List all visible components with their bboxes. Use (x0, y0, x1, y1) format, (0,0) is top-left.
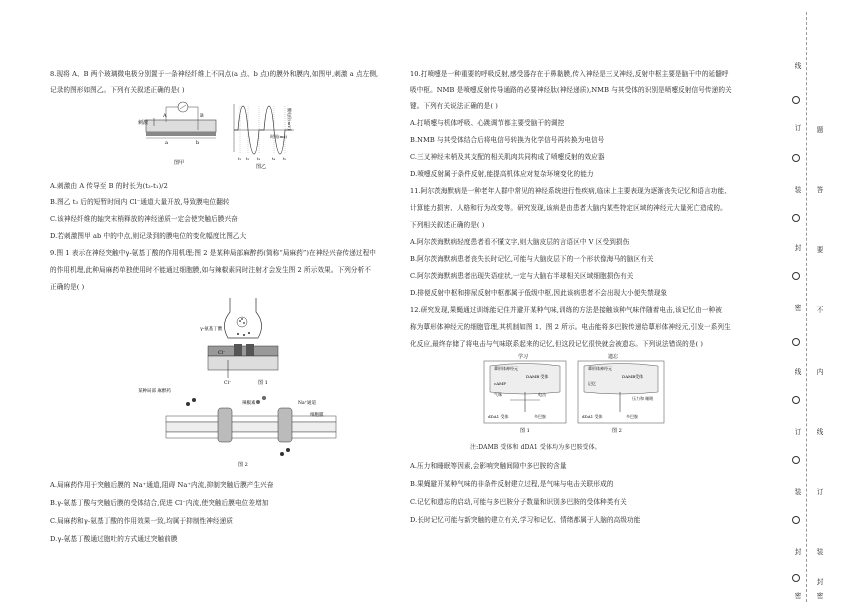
neuron1-label: 蕈形体神经元 (494, 366, 518, 371)
margin-char: 线 (815, 428, 823, 435)
cl-out-label: Cl⁻ (224, 381, 232, 386)
margin-char: 装 (793, 488, 801, 495)
q8-stem-line2: 记录的图形如图乙。下列有关叙述正确的是( ) (50, 86, 185, 94)
t5-label: t₅ (283, 156, 287, 161)
margin-char: 密 (815, 592, 823, 599)
binding-circle (792, 396, 800, 404)
stress-label: 压力和 睡眠 (632, 396, 654, 401)
q8-figure-svg (138, 100, 298, 170)
capsaicin-label: 辣椒素 (242, 401, 256, 406)
q9-figure-1-svg (198, 298, 288, 388)
caption-yi: 图乙 (256, 164, 267, 170)
dopamine-label: 多巴胺 (534, 414, 546, 419)
drug-label: 某种局部 麻醉药 (138, 389, 171, 394)
binding-margin (778, 0, 860, 608)
neuron2-label: 蕈形体神经元 (588, 366, 612, 371)
odor-label: 气味 (494, 392, 502, 397)
margin-char: 封 (793, 548, 801, 555)
q8-option-d: D.若刺激图甲 ab 中的中点,则记录到的膜电位的变化幅度比图乙大 (50, 232, 247, 240)
q11-option-c: C.阿尔茨海默病患者出现失语症状,一定与大脑右半球相关区域细胞损伤有关 (410, 272, 634, 280)
memory-label: 记忆 (588, 381, 596, 386)
margin-char: 线 (793, 62, 801, 69)
binding-circle (792, 338, 800, 346)
margin-char: 答 (815, 186, 823, 193)
q9-option-c: C.局麻药和γ-氨基丁酸的作用效果一致,均属于抑制性神经递质 (50, 517, 234, 525)
t2-label: t₂ (246, 156, 250, 161)
t3-label: t₃ (257, 156, 261, 161)
shock-label: 电击 (538, 392, 546, 397)
margin-char: 订 (793, 124, 801, 131)
q9-figure-2-svg (138, 386, 338, 468)
binding-circle (792, 214, 800, 222)
q9-option-b: B.γ-氨基丁酸与突触后膜的受体结合,促进 Cl⁻内流,使突触后膜电位差增加 (50, 499, 269, 507)
q8-option-c: C.该神经纤维的轴突末梢释放的神经递质一定会使突触后膜兴奋 (50, 215, 238, 223)
q8-option-a: A.刺激由 A 传导至 B 的时长为(t₃-t₁)/2 (50, 182, 168, 190)
q11-stem-line2: 计算能力损害、人格和行为改变等。研究发现,该病是由患者大脑内某些特定区域的神经元大量死亡造成的。 (410, 204, 727, 212)
point-b-label: b (196, 140, 200, 146)
learn-label: 学习 (518, 354, 529, 360)
damb-label: DAMB 受体 (526, 374, 549, 379)
caption-1: 图 1 (520, 428, 530, 434)
binding-circle (792, 574, 800, 582)
q9-stem-line2: 的作用机理,此种局麻药单独使用时不能通过细胞膜,如与辣椒素同时注射才会发生图 2 所示效果。下列分析不 (50, 266, 371, 274)
q12-stem-line1: 12.研究发现,果蝇通过训练能记住并避开某种气味,训练的方法是接触该种气味伴随着电击,该记忆由一种被 (410, 306, 722, 314)
margin-char: 封 (815, 578, 823, 585)
q10-stem-line1: 10.打喷嚏是一种重要的呼吸反射,感受器存在于鼻黏膜,传入神经是三叉神经,反射中枢主要是脑干中的延髓呼 (410, 70, 729, 78)
q9-option-a: A.局麻药作用于突触后膜的 Na⁺通道,阻碍 Na⁺内流,抑制突触后膜产生兴奋 (50, 481, 274, 489)
q10-option-c: C.三叉神经末梢及其支配的相关肌肉共同构成了喷嚏反射的效应器 (410, 153, 605, 161)
point-a-label: a (165, 140, 168, 146)
q9-figure-1 (198, 298, 288, 388)
q10-stem-line2: 吸中枢。NMB 是喷嚏反射传导通路的必要神经肽(神经递质),NMB 与其受体的识别是喷嚏反射信号传递的关 (410, 86, 732, 94)
q12-figure (480, 352, 670, 436)
q11-option-b: B.阿尔茨海默病患者丧失长时记忆,可能与大脑皮层下的一个形状像海马的脑区有关 (410, 255, 654, 263)
binding-circle (792, 456, 800, 464)
fig1-caption: 图 1 (258, 380, 268, 386)
da1b-label: dDA1 受体 (582, 414, 603, 419)
margin-char: 订 (815, 488, 823, 495)
t1-label: t₁ (238, 156, 242, 161)
q12-option-c: C.记忆和遗忘的启动,可能与多巴胺分子数量和识别多巴胺的受体种类有关 (410, 498, 627, 506)
q11-option-a: A.阿尔茨海默病轻度患者看不懂文字,则大脑皮层的言语区中 V 区受到损伤 (410, 238, 630, 246)
margin-char: 装 (793, 186, 801, 193)
q12-stem-line2: 称为蕈形体神经元的细胞管理,其机制如图 1、图 2 所示。电击能将多巴胺传递给蕈形体神经元,引发一系列生 (410, 323, 731, 331)
damb2-label: DAMB受体 (622, 374, 644, 379)
margin-char: 封 (793, 244, 801, 251)
fig2-caption: 图 2 (238, 462, 248, 468)
t4-label: t₄ (272, 156, 276, 161)
q12-note: 注:DAMB 受体和 dDA1 受体均为多巴胺受体。 (470, 444, 601, 451)
q10-stem-line3: 键。下列有关说法正确的是( ) (410, 102, 498, 110)
q8-option-b: B.图乙 t₃ 后的短暂时间内 Cl⁻通道大量开放,导致膜电位翻转 (50, 198, 230, 206)
binding-circle (792, 516, 800, 524)
q12-stem-line3: 化反应,最终存储了将电击与气味联系起来的记忆,但这段记忆很快就会被遗忘。下列说法错误的是( ) (410, 340, 704, 348)
q12-option-b: B.果蝇避开某种气味的非条件反射建立过程,是气味与电击关联形成的 (410, 480, 614, 488)
q9-figure-2 (138, 386, 338, 468)
electrode-a-label: A (163, 113, 167, 119)
q9-stem-line3: 正确的是( ) (50, 283, 85, 291)
margin-char: 不 (815, 306, 823, 313)
q11-stem-line3: 下列相关叙述正确的是( ) (410, 221, 485, 229)
margin-char: 密 (793, 304, 801, 311)
membrane-label: 细胞膜 (310, 413, 324, 418)
q10-option-b: B.NMB 与其受体结合后将电信号转换为化学信号再转换为电信号 (410, 136, 605, 144)
camp-label: cAMP (494, 381, 506, 386)
q10-option-a: A.打喷嚏与机体呼吸、心跳调节都主要受脑干的调控 (410, 119, 565, 127)
binding-circle (792, 96, 800, 104)
q10-option-d: D.喷嚏反射属于条件反射,能提高机体应对复杂环境变化的能力 (410, 170, 594, 178)
binding-line (806, 12, 807, 602)
q11-stem-line1: 11.阿尔茨海默病是一种老年人群中常见的神经系统进行性疾病,临床上主要表现为逐渐丧失记忆和语言功能、 (410, 187, 731, 195)
dopamine2-label: 多巴胺 (626, 414, 638, 419)
da1-label: dDA1 受体 (488, 414, 509, 419)
electrode-b-label: B (200, 113, 204, 119)
forget-label: 遗忘 (608, 354, 619, 360)
caption-2: 图 2 (612, 428, 622, 434)
stim-label: 刺激 (138, 120, 149, 126)
caption-jia: 图甲 (174, 160, 185, 166)
cl-in-label: Cl⁻ (218, 351, 226, 356)
q12-option-a: A.压力和睡眠等因素,会影响突触间隙中多巴胺的含量 (410, 462, 567, 470)
margin-char: 订 (793, 428, 801, 435)
gaba-label: γ-氨基丁酸 (200, 327, 223, 332)
margin-char: 装 (815, 548, 823, 555)
q12-figure-svg (480, 352, 670, 436)
x-axis-label: 时间(ms) (270, 134, 287, 139)
margin-char: 线 (793, 368, 801, 375)
q9-stem-line1: 9.图 1 表示在神经突触中γ-氨基丁酸的作用机理;图 2 是某种局部麻醉药(简称“局麻药”)在神经兴奋传递过程中 (50, 249, 376, 257)
binding-circle (792, 272, 800, 280)
margin-char: 要 (815, 246, 823, 253)
q12-option-d: D.长时记忆可能与新突触的建立有关,学习和记忆、情绪都属于人脑的高级功能 (410, 516, 641, 524)
q8-stem-line1: 8.现将 A、B 两个玻璃微电极分别置于一条神经纤维上不同点(a 点、b 点)的膜外和膜内,如图甲,刺激 a 点左侧, (50, 70, 379, 78)
na-channel-label: Na⁺通道 (298, 401, 316, 406)
margin-char: 内 (815, 368, 823, 375)
binding-circle (792, 154, 800, 162)
q8-figure (138, 100, 298, 170)
margin-char: 密 (793, 592, 801, 599)
q9-option-d: D.γ-氨基丁酸通过胞吐的方式通过突触前膜 (50, 535, 178, 543)
q11-option-d: D.排便反射中枢和排尿反射中枢都属于低级中枢,因此该病患者不会出现大小便失禁现象 (410, 289, 668, 297)
margin-char: 题 (815, 126, 823, 133)
y-axis-label: 膜电位(mV) (287, 108, 292, 130)
